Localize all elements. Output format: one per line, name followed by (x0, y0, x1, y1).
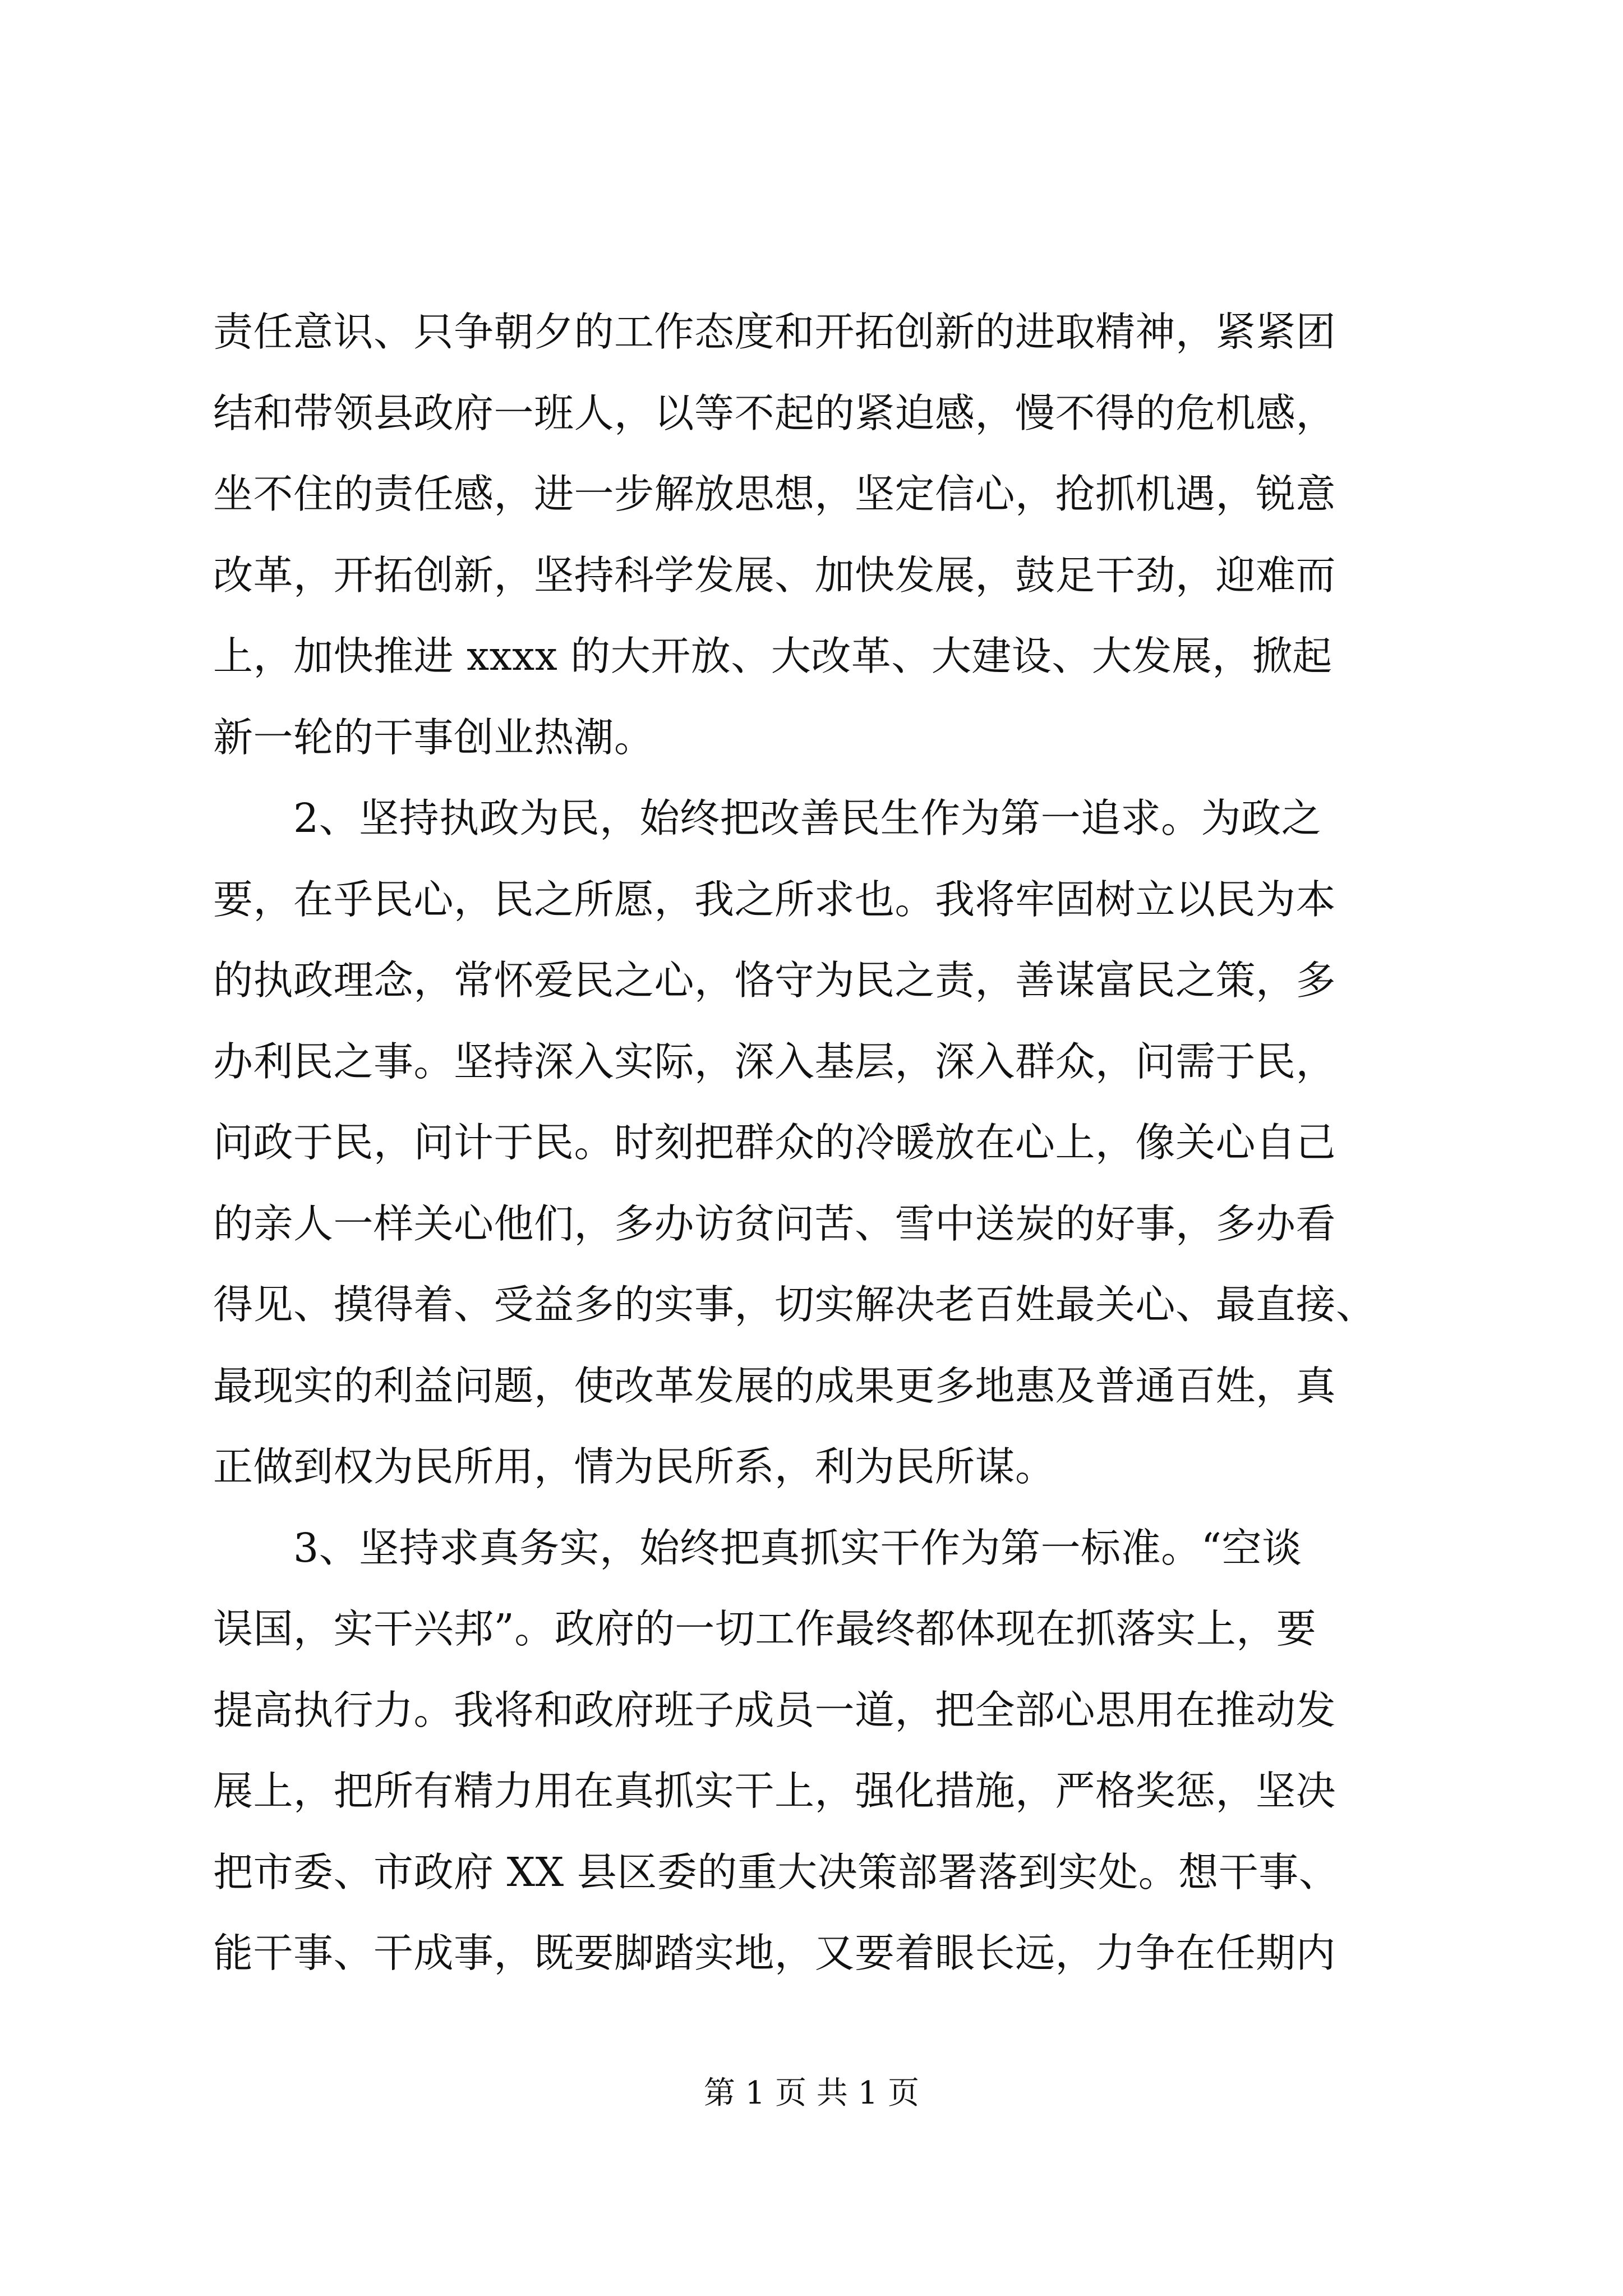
text-line: 正做到权为民所用，情为民所系，利为民所谋。 (213, 1443, 1055, 1490)
body-text (213, 292, 1424, 1994)
text-line: 改革，开拓创新，坚持科学发展、加快发展，鼓足干劲，迎难而 (213, 551, 1336, 599)
text-line: 责任意识、只争朝夕的工作态度和开拓创新的进取精神，紧紧团 (213, 309, 1336, 355)
text-line: 要，在乎民心，民之所愿，我之所求也。我将牢固树立以民为本 (213, 876, 1336, 923)
text-line: 能干事、干成事，既要脚踏实地，又要着眼长远，力争在任期内 (213, 1930, 1336, 1976)
text-line: 上，加快推进 xxxx 的大开放、大改革、大建设、大发展，掀起 (213, 633, 1332, 679)
text-line: 办利民之事。坚持深入实际，深入基层，深入群众，问需于民， (213, 1038, 1336, 1085)
page-footer (0, 2071, 1623, 2116)
text-line: 把市委、市政府 XX 县区委的重大决策部署落到实处。想干事、 (213, 1848, 1339, 1895)
text-line: 提高执行力。我将和政府班子成员一道，把全部心思用在推动发 (213, 1686, 1336, 1733)
text-line: 新一轮的干事创业热潮。 (213, 714, 654, 761)
text-line: 2、坚持执政为民，始终把改善民生作为第一追求。为政之 (213, 795, 1322, 841)
text-line: 的亲人一样关心他们，多办访贫问苦、雪中送炭的好事，多办看 (213, 1200, 1336, 1247)
text-line: 误国，实干兴邦”。政府的一切工作最终都体现在抓落实上，要 (213, 1605, 1317, 1652)
text-line: 得见、摸得着、受益多的实事，切实解决老百姓最关心、最直接、 (213, 1281, 1376, 1328)
page-number-label: 第 1 页 共 1 页 (703, 2075, 920, 2111)
text-line: 展上，把所有精力用在真抓实干上，强化措施，严格奖惩，坚决 (213, 1768, 1336, 1814)
text-line: 问政于民，问计于民。时刻把群众的冷暖放在心上，像关心自己 (213, 1119, 1336, 1166)
text-line: 最现实的利益问题，使改革发展的成果更多地惠及普通百姓，真 (213, 1362, 1336, 1409)
text-line: 坐不住的责任感，进一步解放思想，坚定信心，抢抓机遇，锐意 (213, 471, 1336, 517)
text-line: 的执政理念，常怀爱民之心，恪守为民之责，善谋富民之策，多 (213, 957, 1336, 1004)
text-line: 3、坚持求真务实，始终把真抓实干作为第一标准。“空谈 (213, 1524, 1302, 1571)
text-line: 结和带领县政府一班人，以等不起的紧迫感，慢不得的危机感， (213, 389, 1336, 436)
